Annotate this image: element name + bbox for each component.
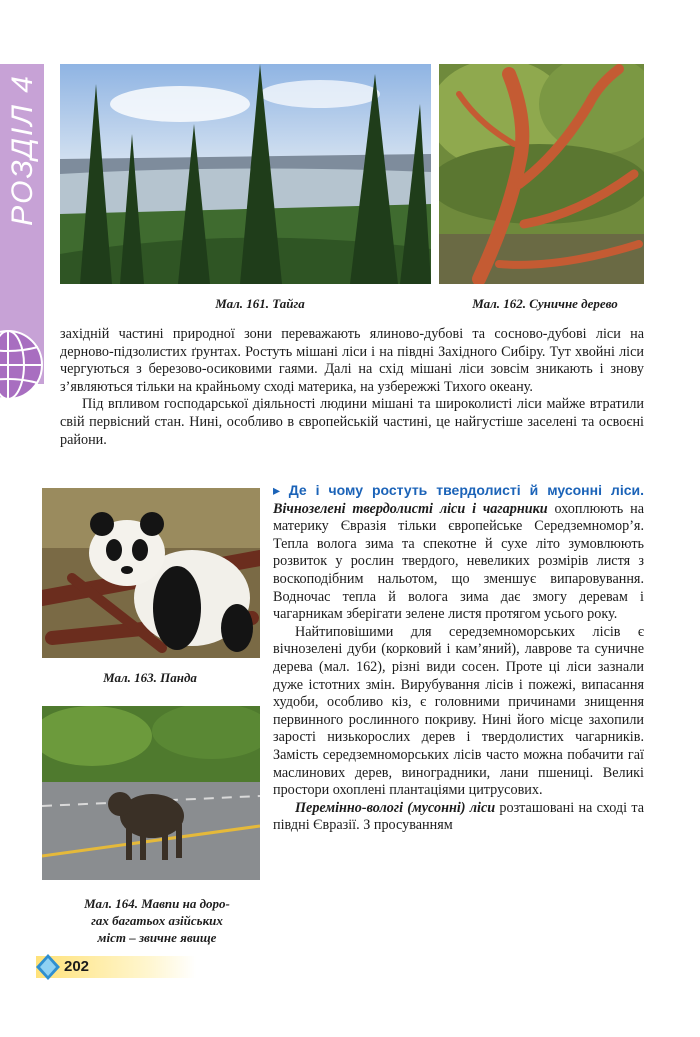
paragraph-hardleaf-forests: ▸ Де і чому ростуть твердолисті й мусонні ліси. Вічнозелені твердолисті ліси і чагарники охоплюють на материку Євразія тільки європейське Середземномор’я. Тепла волога зима та спекотне й сухе літо зумовлюють розвиток у рослин твердого, невеликих розмірів листя з воскоподібним нальотом, що зменшує випаровування. Водночас тепла й волога зима дає змогу деревам і чагарникам зберігати зелене листя протягом усього року. (273, 482, 644, 623)
paragraph-human-impact: Під впливом господарської діяльності людини мішані та широколисті ліси майже втратили свій первісний стан. Нині, особливо в європейській частині, це найгустіше заселені та освоєні райони. (60, 396, 644, 448)
paragraph-mixed-forests: західній частині природної зони переважають ялиново-дубові та сосново-дубові ліси на дерново-підзолистих ґрунтах. Ростуть мішані ліси і на півдні Західного Сибіру. Тут хвойні ліси чергуються з березово-осиковими гаями. Далі на схід мішані ліси зовсім зникають і знову з’являються тільки на крайньому сході материка, на узбережжі Тихого океану. (60, 326, 644, 395)
intro-text (60, 326, 644, 449)
compass-diamond-icon (36, 954, 60, 980)
paragraph-monsoon-forests: Перемінно-вологі (мусонні) ліси розташовані на сході та півдні Євразії. З просуванням (273, 799, 645, 834)
term-evergreen-hardleaf: Вічнозелені твердолисті ліси і чагарники (273, 500, 548, 517)
section-marker-icon: ▸ (273, 483, 281, 499)
paragraph-mediterranean-trees: Найтиповішими для середземноморських лісів є вічнозелені дуби (корковий і кам’яний), лаврове та суничне дерева (мал. 162), різні види сосен. Проте ці ліси зазнали дуже істотних змін. Вирубування лісів і пожежі, випасання худоби, особливо кіз, є головними причинами знищення первинного рослинного покриву. Нині його місце захопили зарості низькорослих дерев і твердолистих чагарників. Замість середземноморських лісів часто можна побачити гаї маслинових дерев, виноградники, лани пшениці. Великі простори охоплені плантаціями цитрусових. (273, 623, 644, 799)
panda-photo (42, 488, 260, 658)
taiga-photo (60, 64, 431, 284)
section-heading: Де і чому ростуть твердолисті й мусонні ліси. (288, 482, 644, 498)
term-monsoon-forests: Перемінно-вологі (мусонні) ліси (295, 799, 496, 816)
page-number-bar (36, 956, 196, 978)
strawberry-tree-photo (439, 64, 644, 284)
figure-161-caption: Мал. 161. Тайга (215, 296, 305, 311)
section-tab-label: РОЗДІЛ 4 (6, 74, 39, 226)
forests-section (273, 482, 644, 835)
figure-164-caption: Мал. 164. Мавпи на доро- гах багатьох азійських міст – звичне явище (84, 896, 230, 945)
page-number: 202 (64, 958, 90, 975)
globe-icon (0, 325, 44, 405)
figure-162-caption: Мал. 162. Суничне дерево (472, 296, 618, 311)
figure-163-caption: Мал. 163. Панда (103, 670, 197, 685)
monkey-photo (42, 706, 260, 880)
